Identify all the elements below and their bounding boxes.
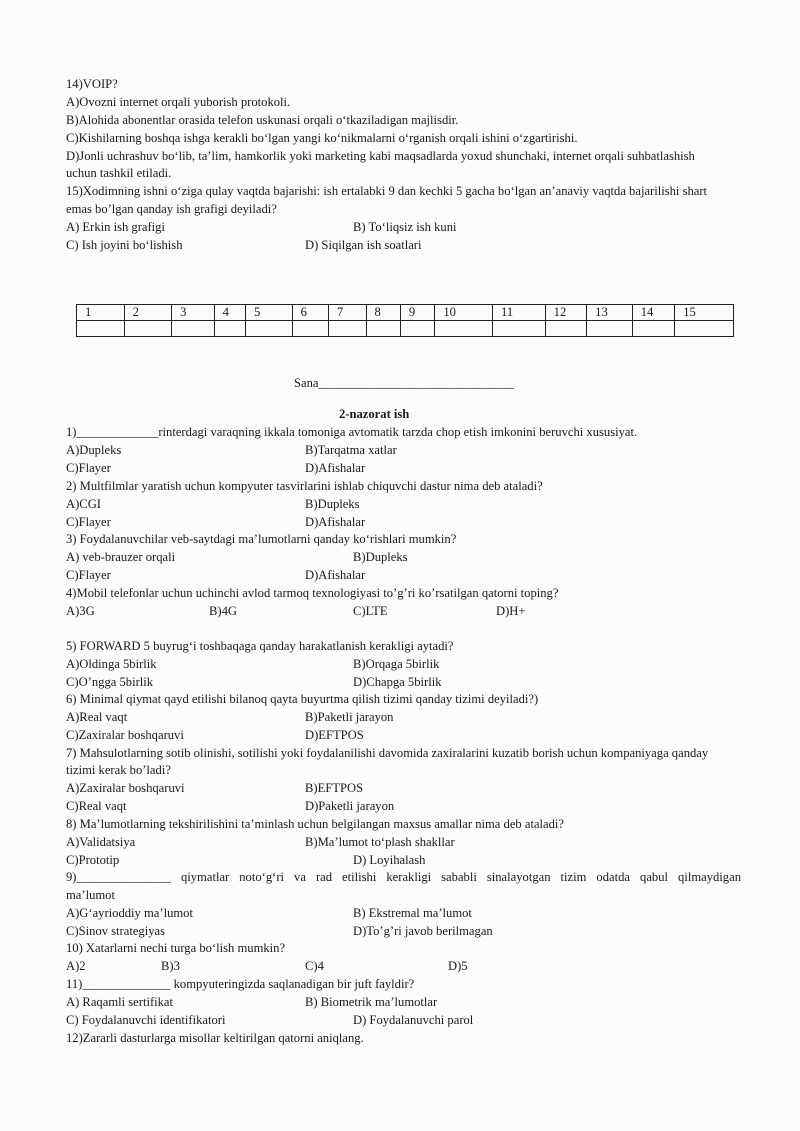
q9-option-d: D)To’g’ri javob berilmagan xyxy=(353,924,493,938)
q1-option-a: A)Dupleks xyxy=(66,443,122,457)
q3-option-d: D)Afishalar xyxy=(305,568,366,582)
q5-option-c: C)O’ngga 5birlik xyxy=(66,675,154,689)
q3-option-c: C)Flayer xyxy=(66,568,111,582)
answer-table-number: 15 xyxy=(675,305,734,321)
answer-table-number: 14 xyxy=(632,305,675,321)
answer-cell[interactable] xyxy=(77,321,125,337)
answer-table-number: 10 xyxy=(435,305,493,321)
answer-table-number-row xyxy=(77,305,734,321)
answer-cell[interactable] xyxy=(246,321,293,337)
answer-table xyxy=(76,304,734,337)
q9-option-c: C)Sinov strategiyas xyxy=(66,924,165,938)
question-10: 10) Xatarlarni nechi turga bo‘lish mumkin? xyxy=(66,941,286,955)
answer-table-number: 9 xyxy=(400,305,434,321)
q14-option-b: B)Alohida abonentlar orasida telefon uskunasi orqali o‘tkaziladigan majlisdir. xyxy=(66,113,459,127)
q11-option-b: B) Biometrik ma’lumotlar xyxy=(305,995,438,1009)
answer-cell[interactable] xyxy=(400,321,434,337)
question-8: 8) Ma’lumotlarning tekshirilishini ta’minlash uchun belgilangan maxsus amallar nima deb ataladi? xyxy=(66,817,565,831)
q15-option-d: D) Siqilgan ish soatlari xyxy=(305,238,422,252)
q6-option-a: A)Real vaqt xyxy=(66,710,128,724)
answer-table-number: 5 xyxy=(246,305,293,321)
q10-option-a: A)2 xyxy=(66,959,86,973)
question-15: 15)Xodimning ishni o‘ziga qulay vaqtda bajarishi: ish ertalabki 9 dan kechki 5 gacha bo‘lgan an’anaviy vaqtda bajarilishi shart xyxy=(66,184,708,198)
answer-cell[interactable] xyxy=(329,321,366,337)
answer-table-number: 8 xyxy=(366,305,400,321)
answer-table-number: 7 xyxy=(329,305,366,321)
question-12: 12)Zararli dasturlarga misollar keltirilgan qatorni aniqlang. xyxy=(66,1031,364,1045)
question-5: 5) FORWARD 5 buyrug‘i toshbaqaga qanday harakatlanish kerakligi aytadi? xyxy=(66,639,454,653)
answer-cell[interactable] xyxy=(545,321,587,337)
section-title: 2-nazorat ish xyxy=(339,407,410,421)
q14-option-d-cont: uchun tashkil etiladi. xyxy=(66,166,172,180)
question-14: 14)VOIP? xyxy=(66,77,118,91)
q2-option-b: B)Dupleks xyxy=(305,497,360,511)
q4-option-c: C)LTE xyxy=(353,604,388,618)
q15-option-b: B) To‘liqsiz ish kuni xyxy=(353,220,457,234)
q2-option-d: D)Afishalar xyxy=(305,515,366,529)
question-7-cont: tizimi kerak bo’ladi? xyxy=(66,763,171,777)
answer-table-number: 2 xyxy=(124,305,172,321)
q11-option-a: A) Raqamli sertifikat xyxy=(66,995,174,1009)
q7-option-a: A)Zaxiralar boshqaruvi xyxy=(66,781,185,795)
q8-option-a: A)Validatsiya xyxy=(66,835,136,849)
question-11: 11)______________ kompyuteringizda saqlanadigan bir juft fayldir? xyxy=(66,977,415,991)
answer-cell[interactable] xyxy=(675,321,734,337)
q7-option-b: B)EFTPOS xyxy=(305,781,364,795)
q10-option-c: C)4 xyxy=(305,959,324,973)
answer-table-number: 6 xyxy=(292,305,328,321)
q14-option-a: A)Ovozni internet orqali yuborish protokoli. xyxy=(66,95,291,109)
q3-option-b: B)Dupleks xyxy=(353,550,408,564)
answer-cell[interactable] xyxy=(587,321,633,337)
question-1: 1)_____________rinterdagi varaqning ikkala tomoniga avtomatik tarzda chop etish imkonini beruvchi xususiyat. xyxy=(66,425,638,439)
q1-option-b: B)Tarqatma xatlar xyxy=(305,443,397,457)
question-6: 6) Minimal qiymat qayd etilishi bilanoq qayta buyurtma qilish tizimi qanday tizimi deyiladi?) xyxy=(66,692,539,706)
q10-option-b: B)3 xyxy=(161,959,180,973)
answer-cell[interactable] xyxy=(292,321,328,337)
q15-option-c: C) Ish joyini bo‘lishish xyxy=(66,238,183,252)
q4-option-b: B)4G xyxy=(209,604,237,618)
q7-option-c: C)Real vaqt xyxy=(66,799,127,813)
answer-table-number: 3 xyxy=(172,305,215,321)
q15-option-a: A) Erkin ish grafigi xyxy=(66,220,165,234)
answer-cell[interactable] xyxy=(493,321,546,337)
answer-table-number: 12 xyxy=(545,305,587,321)
q6-option-d: D)EFTPOS xyxy=(305,728,364,742)
q6-option-c: C)Zaxiralar boshqaruvi xyxy=(66,728,184,742)
question-15-cont: emas bo’lgan qanday ish grafigi deyiladi? xyxy=(66,202,277,216)
q8-option-d: D) Loyihalash xyxy=(353,853,426,867)
q4-option-d: D)H+ xyxy=(496,604,526,618)
answer-cell[interactable] xyxy=(632,321,675,337)
answer-table-number: 11 xyxy=(493,305,546,321)
question-7: 7) Mahsulotlarning sotib olinishi, sotilishi yoki foydalanilishi davomida zaxiralarini kuzatib borish uchun kompaniyaga qanday xyxy=(66,746,709,760)
answer-cell[interactable] xyxy=(435,321,493,337)
question-2: 2) Multfilmlar yaratish uchun kompyuter tasvirlarini ishlab chiquvchi dastur nima deb ataladi? xyxy=(66,479,543,493)
answer-table-number: 4 xyxy=(214,305,245,321)
question-4: 4)Mobil telefonlar uchun uchinchi avlod tarmoq texnologiyasi to’g’ri ko’rsatilgan qatorni toping? xyxy=(66,586,559,600)
q8-option-b: B)Ma’lumot to‘plash shakllar xyxy=(305,835,455,849)
answer-table-number: 13 xyxy=(587,305,633,321)
q8-option-c: C)Prototip xyxy=(66,853,120,867)
answer-cell[interactable] xyxy=(124,321,172,337)
q6-option-b: B)Paketli jarayon xyxy=(305,710,394,724)
q4-option-a: A)3G xyxy=(66,604,95,618)
q5-option-b: B)Orqaga 5birlik xyxy=(353,657,440,671)
q11-option-d: D) Foydalanuvchi parol xyxy=(353,1013,474,1027)
q2-option-c: C)Flayer xyxy=(66,515,111,529)
answer-cell[interactable] xyxy=(214,321,245,337)
q2-option-a: A)CGI xyxy=(66,497,101,511)
q9-option-b: B) Ekstremal ma’lumot xyxy=(353,906,472,920)
answer-table-number: 1 xyxy=(77,305,125,321)
answer-cell[interactable] xyxy=(366,321,400,337)
answer-table-answer-row xyxy=(77,321,734,337)
q3-option-a: A) veb-brauzer orqali xyxy=(66,550,176,564)
q11-option-c: C) Foydalanuvchi identifikatori xyxy=(66,1013,226,1027)
question-9-cont: ma’lumot xyxy=(66,888,115,902)
date-line: Sana_______________________________ xyxy=(294,376,514,390)
q7-option-d: D)Paketli jarayon xyxy=(305,799,395,813)
q9-option-a: A)G‘ayrioddiy ma’lumot xyxy=(66,906,193,920)
q10-option-d: D)5 xyxy=(448,959,468,973)
question-3: 3) Foydalanuvchilar veb-saytdagi ma’lumotlarni qanday ko‘rishlari mumkin? xyxy=(66,532,457,546)
answer-cell[interactable] xyxy=(172,321,215,337)
q1-option-d: D)Afishalar xyxy=(305,461,366,475)
q5-option-d: D)Chapga 5birlik xyxy=(353,675,442,689)
q5-option-a: A)Oldinga 5birlik xyxy=(66,657,157,671)
q1-option-c: C)Flayer xyxy=(66,461,111,475)
question-9: 9)_______________ qiymatlar noto‘g‘ri va rad etilishi kerakligi sababli sinalayotgan tizim odatda qabul qilmaydigan xyxy=(66,870,741,884)
q14-option-c: C)Kishilarning boshqa ishga kerakli bo‘lgan yangi ko‘nikmalarni o‘rganish orqali ishini o‘zgartirishi. xyxy=(66,131,578,145)
q14-option-d: D)Jonli uchrashuv bo‘lib, ta’lim, hamkorlik yoki marketing kabi maqsadlarda yoxud shunchaki, internet orqali suhbatlashish xyxy=(66,149,695,163)
